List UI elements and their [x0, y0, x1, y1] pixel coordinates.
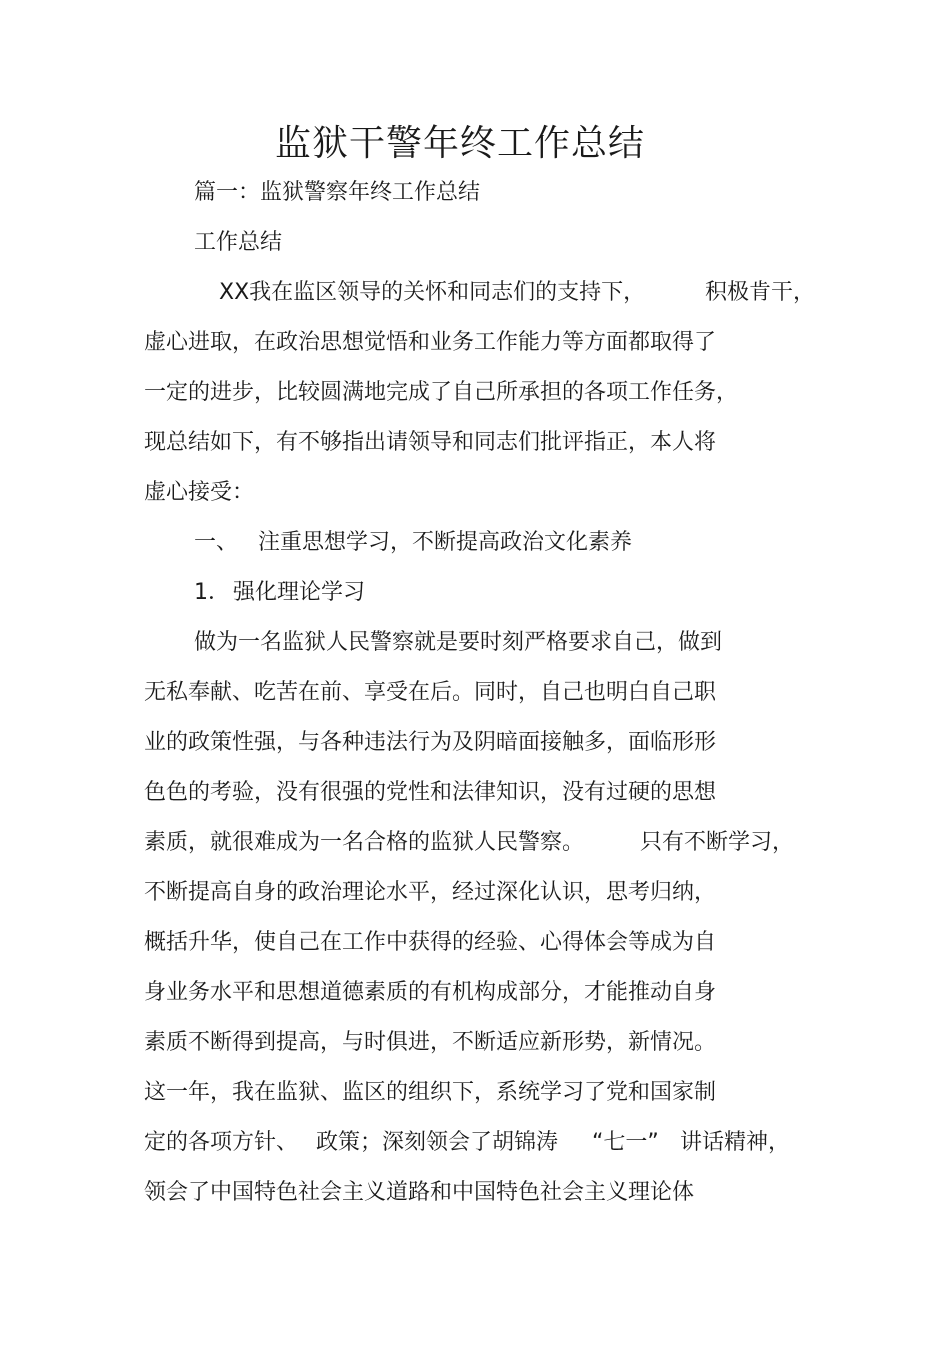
paragraph-line: 不断提高自身的政治理论水平，经过深化认识，思考归纳，: [144, 880, 717, 905]
paragraph-line: 业的政策性强，与各种违法行为及阴暗面接触多，面临形形: [144, 730, 717, 755]
paragraph-line: 现总结如下，有不够指出请领导和同志们批评指正，本人将: [144, 430, 717, 455]
document-title: 监狱干警年终工作总结: [274, 123, 645, 164]
paragraph-line: 素质不断得到提高，与时俱进，不断适应新形势，新情况。: [144, 1030, 717, 1055]
paragraph-line: 只有不断学习，: [640, 830, 795, 855]
paragraph-line: 身业务水平和思想道德素质的有机构成部分，才能推动自身: [144, 980, 717, 1005]
paragraph-line: 虚心接受：: [144, 480, 255, 505]
paragraph-line: 色色的考验，没有很强的党性和法律知识，没有过硬的思想: [144, 780, 717, 805]
paragraph-line: 讲话精神，: [680, 1130, 791, 1155]
paragraph-line: 领会了中国特色社会主义道路和中国特色社会主义理论体: [144, 1180, 695, 1205]
section-item-heading: 注重思想学习，不断提高政治文化素养: [258, 530, 633, 555]
list-number: 一、: [194, 530, 239, 555]
paragraph-line: 一定的进步，比较圆满地完成了自己所承担的各项工作任务，: [144, 380, 739, 405]
paragraph-line: 这一年，我在监狱、监区的组织下，系统学习了党和国家制: [144, 1080, 717, 1105]
paragraph-line: 做为一名监狱人民警察就是要时刻严格要求自己，做到: [194, 630, 723, 655]
paragraph-line: 虚心进取，在政治思想觉悟和业务工作能力等方面都取得了: [144, 330, 717, 355]
quoted-term: “七一”: [592, 1130, 659, 1155]
paragraph-line: 素质，就很难成为一名合格的监狱人民警察。: [144, 830, 585, 855]
paragraph-line: 政策；深刻领会了胡锦涛: [316, 1130, 559, 1155]
paragraph-line: 积极肯干，: [705, 280, 816, 305]
list-number: 1．: [194, 580, 230, 605]
subheading: 工作总结: [194, 230, 283, 255]
paragraph-line: 定的各项方针、: [144, 1130, 299, 1155]
paragraph-line: 无私奉献、吃苦在前、享受在后。同时，自己也明白自己职: [144, 680, 717, 705]
subsection-heading: 强化理论学习: [233, 580, 366, 605]
paragraph-line: XX我在监区领导的关怀和同志们的支持下，: [219, 280, 646, 305]
section-heading: 篇一：监狱警察年终工作总结: [194, 180, 481, 205]
paragraph-line: 概括升华，使自己在工作中获得的经验、心得体会等成为自: [144, 930, 717, 955]
